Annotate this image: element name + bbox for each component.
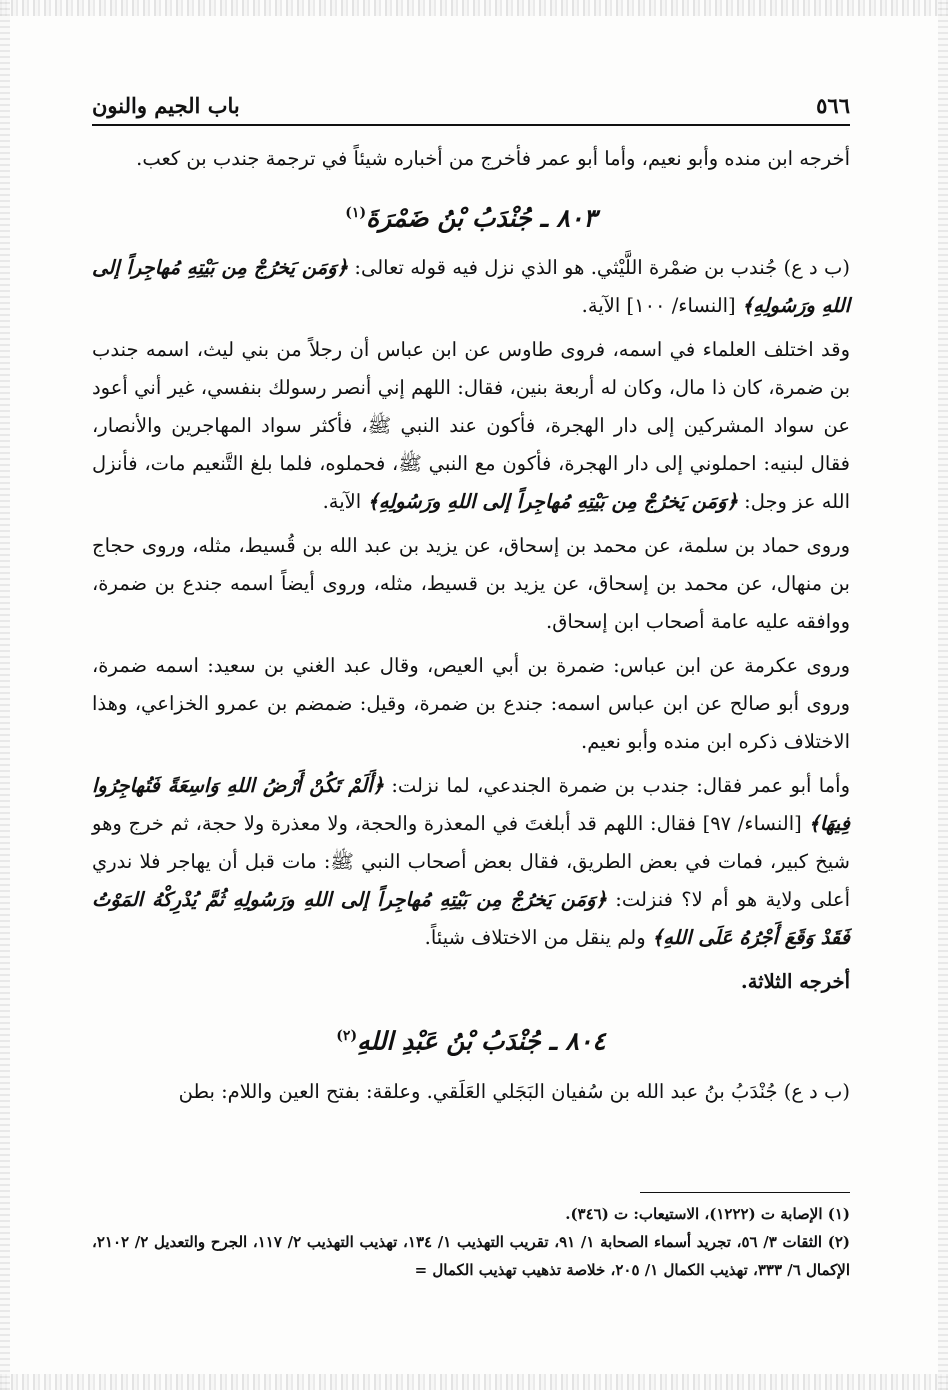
scan-border-top [0, 0, 948, 16]
quran-verse: ﴿وَمَن يَخرُجْ مِن بَيْتِهِ مُهاجِراً إلى اللهِ ورَسُولِهِ﴾ [367, 490, 738, 514]
scan-border-right [938, 0, 948, 1390]
paragraph-text: [النساء/ ١٠٠] الآية. [581, 294, 742, 318]
entry-title: ٨٠٤ ـ جُنْدَبُ بْنُ عَبْدِ اللهِ [357, 1026, 606, 1056]
footnote-2: (٢) الثقات ٣/ ٥٦، تجريد أسماء الصحابة ١/ ٩١، تقريب التهذيب ١/ ١٣٤، تهذيب التهذيب ٢/ ١١٧، الجرح والتعديل ٢/ ٢١٠٢، الإكمال ٦/ ٣٣٣، تهذيب الكمال ١/ ٢٠٥، خلاصة تذهيب تهذيب الكمال = [92, 1233, 851, 1279]
paragraph-abu-umar [92, 767, 850, 957]
paragraph-text: ولم ينقل من الاختلاف شيئاً. [424, 926, 652, 950]
scan-border-bottom [0, 1374, 948, 1390]
paragraph-text: الآية. [322, 490, 368, 514]
paragraph-name-dispute [92, 331, 850, 521]
page-header [92, 86, 850, 126]
main-text [92, 140, 850, 1111]
paragraph-text: وأما أبو عمر فقال: جندب بن ضمرة الجندعي، لما نزلت: [383, 774, 850, 798]
paragraph-ikrima: وروى عكرمة عن ابن عباس: ضمرة بن أبي العيص، وقال عبد الغني بن سعيد: اسمه ضمرة، وروى أبو صالح عن ابن عباس اسمه: جندع بن ضمرة، وقيل: ضمضم بن عمرو الخزاعي، وهذا الاختلاف ذكره ابن منده وأبو نعيم. [92, 654, 850, 754]
entry-heading-803 [92, 188, 850, 243]
entry-title: ٨٠٣ ـ جُنْدَبُ بْنُ ضَمْرَةَ [366, 203, 597, 233]
paragraph-takhrij: أخرجه الثلاثة. [740, 970, 850, 994]
page-number: ٥٦٦ [816, 93, 850, 118]
footnote-1: (١) الإصابة ت (١٢٢٢)، الاستيعاب: ت (٣٤٦). [565, 1205, 850, 1223]
footnote-divider [640, 1192, 850, 1193]
footnote-marker: (١) [345, 205, 367, 221]
paragraph-text: [النساء/ ٩٧] فقال: اللهم قد أبلغتَ في المعذرة والحجة، ولا معذرة ولا حجة، ثم خرج وهو شيخ كبير، فمات في بعض الطريق، فقال بعض أصحاب النبي ﷺ: مات قبل أن يهاجر فلا ندري أعلى ولاية هو أم لا؟ فنزلت: [92, 812, 850, 912]
quran-verse: ﴿وَمَن يَخرُجْ مِن بَيْتِهِ مُهاجِراً إلى اللهِ ورَسُولِهِ﴾ [92, 256, 850, 318]
quran-verse: ﴿أَلَمْ تَكُنْ أَرْضُ اللهِ وَاسِعَةً فَتُهاجِرُوا فِيهَا﴾ [92, 774, 850, 836]
paragraph-hammad: وروى حماد بن سلمة، عن محمد بن إسحاق، عن يزيد بن عبد الله بن قُسيط، مثله، وروى حجاج بن منهال، عن محمد بن إسحاق، عن يزيد بن قسيط، مثله، وروى أيضاً اسمه جندع بن ضمرة، ووافقه عليه عامة أصحاب ابن إسحاق. [92, 534, 850, 634]
footnote-marker: (٢) [336, 1028, 358, 1045]
paragraph-entry-804: (ب د ع) جُنْدَبُ بنُ عبد الله بن سُفيان البَجَلي العَلَقي. وعلقة: بفتح العين واللام: بطن [178, 1079, 850, 1103]
paragraph-text: وقد اختلف العلماء في اسمه، فروى طاوس عن ابن عباس أن رجلاً من بني ليث، اسمه جندب بن ضمرة، كان ذا مال، وكان له أربعة بنين، فقال: اللهم إني أنصر رسولك بنفسي، غير أني أعود عن سواد المشركين إلى دار الهجرة، فأكون عند النبي ﷺ، فأكثر سواد المهاجرين والأنصار، فقال لبنيه: احملوني إلى دار الهجرة، فأكون مع النبي ﷺ، فحملوه، فلما بلغ التَّنعيم مات، فأنزل الله عز وجل: [92, 338, 850, 514]
paragraph-entry-803 [92, 249, 850, 325]
quran-verse: ﴿وَمَن يَخرُجْ مِن بَيْتِهِ مُهاجِراً إلى اللهِ ورَسُولِهِ ثُمَّ يُدْرِكْهُ المَوْتُ فَقَدْ وَقَعَ أَجْرُهُ عَلَى اللهِ﴾ [92, 888, 850, 950]
footnotes [92, 1200, 850, 1284]
running-title: باب الجيم والنون [92, 93, 240, 118]
entry-heading-804 [92, 1011, 850, 1066]
scan-border-left [0, 0, 10, 1390]
paragraph-intro: أخرجه ابن منده وأبو نعيم، وأما أبو عمر فأخرج من أخباره شيئاً في ترجمة جندب بن كعب. [136, 147, 850, 170]
paragraph-text: (ب د ع) جُندب بن ضمْرة اللَّيْثي. هو الذي نزل فيه قوله تعالى: [348, 256, 850, 280]
